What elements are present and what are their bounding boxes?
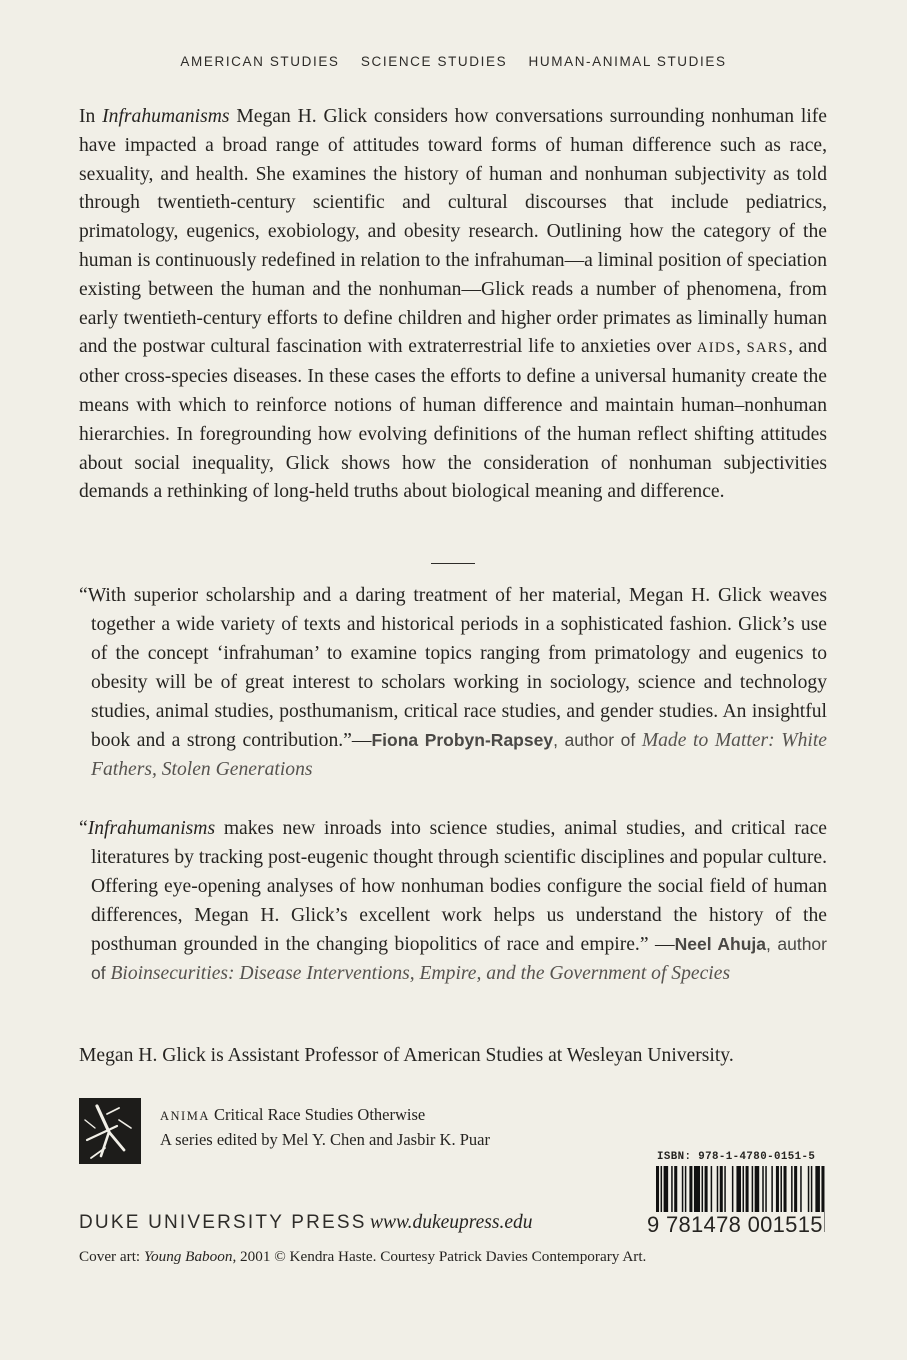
quote2-book-title: Infrahumanisms (87, 818, 216, 839)
subject-categories (0, 54, 907, 69)
quote1-author-of: , author of (553, 730, 642, 750)
quote1-author: Fiona Probyn-Rapsey (371, 730, 554, 750)
description-book-title: Infrahumanisms (102, 106, 230, 127)
quote2-dash: — (655, 934, 675, 955)
category-science-studies: SCIENCE STUDIES (360, 54, 508, 69)
quote2-author-of: , author of (91, 934, 827, 983)
author-bio: Megan H. Glick is Assistant Professor of American Studies at Wesleyan University. (79, 1045, 734, 1066)
quote1-work-title: Made to Matter: White Fathers, Stolen Generations (91, 730, 827, 780)
isbn-label: ISBN: 978-1-4780-0151-5 (657, 1151, 816, 1163)
series-editors: A series edited by Mel Y. Chen and Jasbir K. Puar (160, 1130, 490, 1149)
series-name (160, 1103, 490, 1128)
section-divider (431, 563, 475, 564)
quote2-open-mark: “ (79, 818, 88, 839)
book-description (79, 103, 827, 507)
cover-art-title: Young Baboon (143, 1248, 233, 1265)
isbn-barcode (646, 1166, 830, 1246)
cover-credit-rest: , 2001 © Kendra Haste. Courtesy Patrick Davies Contemporary Art. (232, 1248, 647, 1265)
cover-credit-label: Cover art: (79, 1248, 144, 1265)
quote1-text: “With superior scholarship and a daring treatment of her material, Megan H. Glick weaves together a wide variety of texts and historical periods in a sophisticated fashion. Glick’s use of the concept ‘infrahuman’ to examine topics ranging from primatology and eugenics to obesity will be of great interest to scholars working in sociology, science and technology studies, animal studies, posthumanism, critical race studies, and gender studies. An insightful book and a strong contribution.” (79, 585, 827, 751)
acronym-aids: AIDS (696, 340, 736, 357)
acronym-sars: SARS (746, 340, 789, 357)
quote1-dash: — (351, 730, 372, 751)
category-human-animal-studies: HUMAN-ANIMAL STUDIES (528, 54, 727, 69)
series-info (160, 1103, 490, 1152)
barcode-digits-text: 9 781478 001515 (647, 1212, 823, 1237)
description-intro: In (79, 106, 103, 127)
endorsement-quote-2 (79, 814, 827, 988)
description-comma: , (735, 336, 747, 358)
quote2-author: Neel Ahuja (674, 934, 767, 954)
series-name-rest: Critical Race Studies Otherwise (209, 1105, 426, 1124)
series-name-caps: ANIMA (160, 1109, 210, 1123)
category-american-studies: AMERICAN STUDIES (180, 54, 340, 69)
cover-credit (79, 1248, 646, 1266)
quote2-text: makes new inroads into science studies, animal studies, and critical race literatures by tracking post-eugenic thought through scientific disciplines and popular culture. Offering eye-opening analyses of how nonhuman bodies configure the social field of human differences, Megan H. Glick’s excellent work helps us understand the history of the posthuman grounded in the changing biopolitics of race and empire.” (91, 818, 827, 955)
publisher-name: DUKE UNIVERSITY PRESS (79, 1212, 367, 1233)
endorsement-quote-1 (79, 581, 827, 784)
description-text-2: , and other cross-species diseases. In these cases the efforts to define a universal humanity create the means with which to reinforce notions of human difference and maintain human–nonhuman hierarchies. In foregrounding how evolving definitions of the human reflect shifting attitudes about social inequality, Glick shows how the consideration of nonhuman subjectivities demands a rethinking of long-held truths about biological meaning and difference. (79, 336, 827, 503)
barcode-digits (646, 1212, 830, 1238)
anima-series-logo-icon (79, 1098, 141, 1164)
description-text-1: Megan H. Glick considers how conversations surrounding nonhuman life have impacted a broad range of attitudes toward forms of human difference such as race, sexuality, and health. She examines the history of human and nonhuman subjectivity as told through twentieth-century scientific and cultural discourses that include pediatrics, primatology, eugenics, exobiology, and obesity research. Outlining how the category of the human is continuously redefined in relation to the infrahuman—a liminal position of speciation existing between the human and the nonhuman—Glick reads a number of phenomena, from early twentieth-century efforts to define children and higher order primates as liminally human and the postwar cultural fascination with extraterrestrial life to anxieties over (79, 106, 827, 358)
quote2-work-title: Bioinsecurities: Disease Interventions, Empire, and the Government of Species (110, 963, 731, 984)
publisher-website: www.dukeupress.edu (370, 1212, 533, 1233)
